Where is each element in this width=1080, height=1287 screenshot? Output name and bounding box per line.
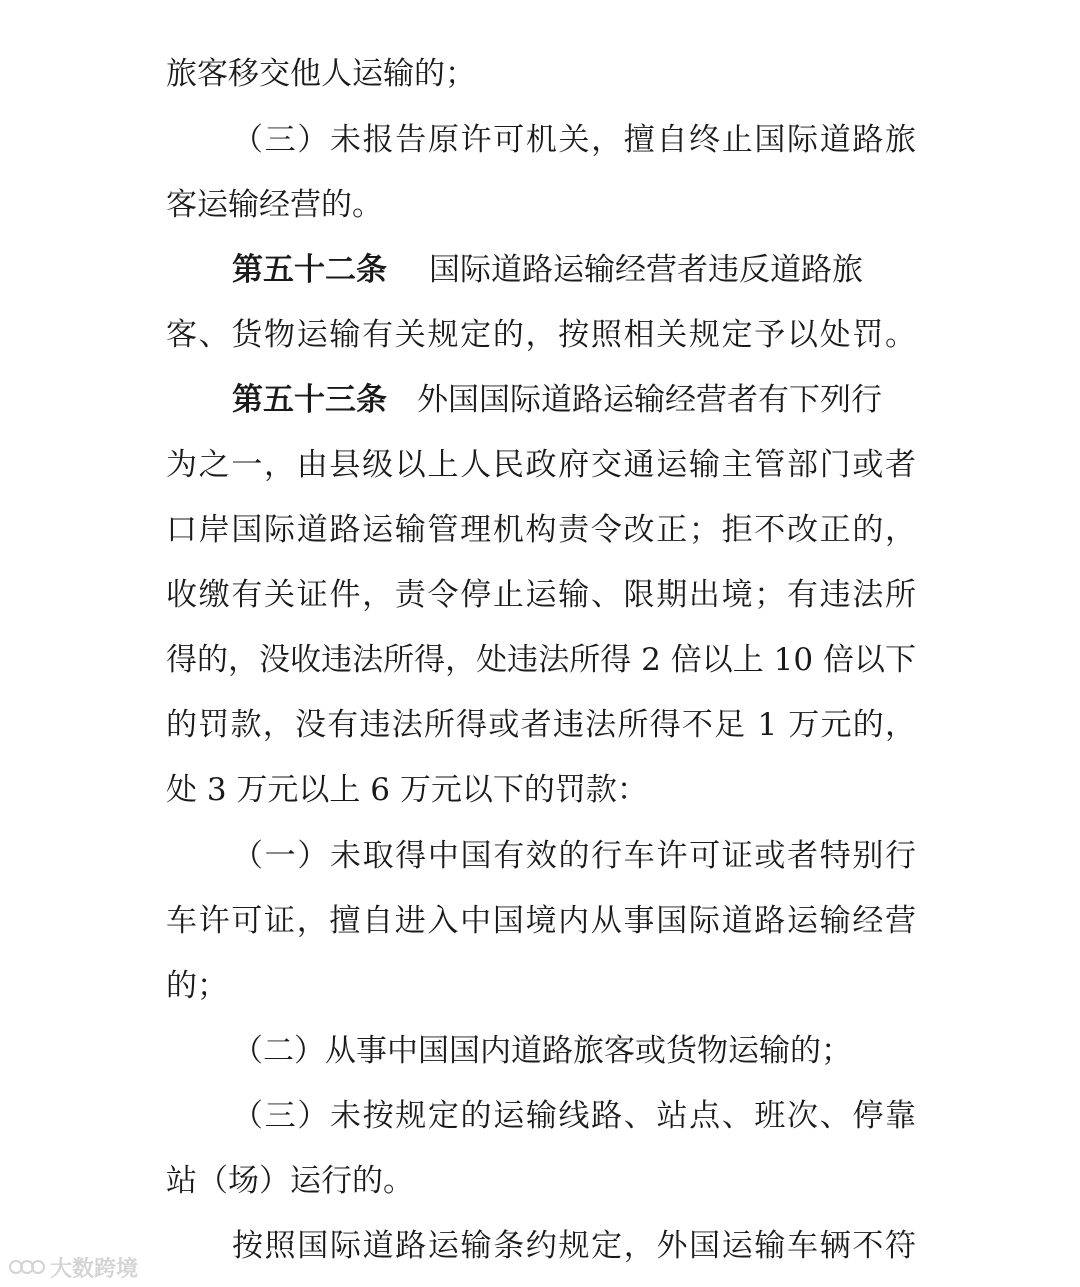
text-line: 得的，没收违法所得，处违法所得 2 倍以上 10 倍以下 [166, 642, 916, 678]
text-line: 客运输经营的。 [166, 187, 383, 223]
text-line: 车许可证，擅自进入中国境内从事国际道路运输经营 [166, 903, 916, 939]
text-line: 站（场）运行的。 [166, 1163, 414, 1199]
watermark [8, 1252, 138, 1282]
watermark-text: 大数跨境 [50, 1256, 139, 1282]
text-line: 收缴有关证件，责令停止运输、限期出境；有违法所 [166, 577, 916, 613]
text-line: 处 3 万元以上 6 万元以下的罚款： [166, 772, 648, 808]
article-heading: 第五十三条 [232, 382, 387, 418]
text-line: 外国国际道路运输经营者有下列行 [417, 382, 882, 418]
article-52-line [232, 248, 916, 292]
article-53-line [232, 378, 916, 422]
text-line: 客、货物运输有关规定的，按照相关规定予以处罚。 [166, 317, 916, 353]
watermark-logo-icon [8, 1256, 46, 1278]
text-line: 的； [166, 968, 228, 1004]
text-line: 旅客移交他人运输的； [166, 56, 476, 92]
text-line: 口岸国际道路运输管理机构责令改正；拒不改正的， [166, 512, 916, 548]
text-line: 为之一，由县级以上人民政府交通运输主管部门或者 [166, 447, 916, 483]
text-line: 的罚款，没有违法所得或者违法所得不足 1 万元的， [166, 707, 916, 743]
text-line: 国际道路运输经营者违反道路旅 [429, 252, 863, 288]
article-heading: 第五十二条 [232, 252, 387, 288]
text-line: 按照国际道路运输条约规定，外国运输车辆不符 [232, 1228, 916, 1264]
text-line: （三）未报告原许可机关，擅自终止国际道路旅 [232, 122, 916, 158]
text-line: （一）未取得中国有效的行车许可证或者特别行 [232, 838, 916, 874]
text-line: （二）从事中国国内道路旅客或货物运输的； [232, 1033, 852, 1069]
text-line: （三）未按规定的运输线路、站点、班次、停靠 [232, 1098, 916, 1134]
